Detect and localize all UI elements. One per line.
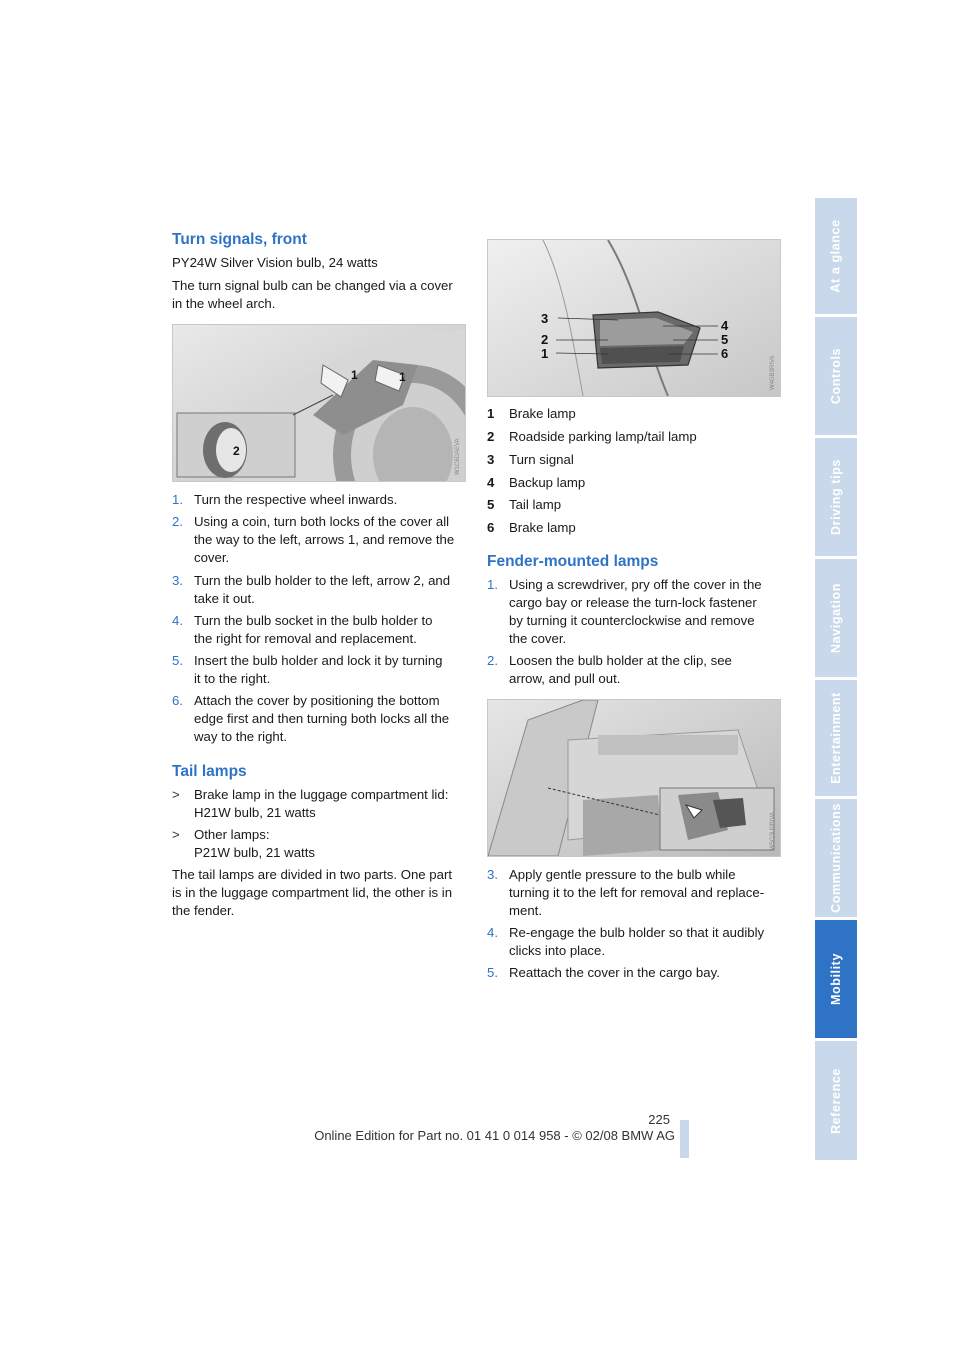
- turn-signals-bulb-spec: PY24W Silver Vision bulb, 24 watts: [172, 255, 378, 270]
- fender-lamps-heading: Fender-mounted lamps: [487, 553, 659, 570]
- figure2-code: W4GB3RIVA: [770, 355, 776, 390]
- step-text-line3: cover.: [194, 550, 230, 565]
- tab-label: Mobility: [829, 952, 843, 1006]
- wheel-arch-figure: [172, 324, 466, 482]
- tail-lamps-heading: Tail lamps: [172, 763, 247, 780]
- step-text-line1: Turn the bulb socket in the bulb holder to: [194, 613, 433, 628]
- tab-at-a-glance[interactable]: [815, 198, 857, 314]
- step-text-line1: Using a coin, turn both locks of the cover all: [194, 514, 450, 529]
- step-text-line1: Reattach the cover in the cargo bay.: [509, 965, 720, 980]
- fender-step-1: [487, 576, 787, 650]
- cargo-bay-illustration: [488, 700, 780, 856]
- figure2-callout-6: 6: [721, 346, 729, 361]
- figure1-callout-1b: 1: [399, 370, 406, 384]
- legend-number: 6: [487, 520, 495, 535]
- step-text-line2: turning it to the left for removal and replace-: [509, 885, 765, 900]
- fender-step-3: [487, 866, 787, 922]
- step-number: 6.: [172, 693, 183, 708]
- legend-number: 4: [487, 475, 495, 490]
- figure1-callout-1a: 1: [351, 368, 358, 382]
- fender-step-5: [487, 964, 787, 984]
- figure2-callout-4: 4: [721, 318, 729, 333]
- step-number: 1.: [172, 492, 183, 507]
- turn-signal-step-3: [172, 572, 472, 610]
- step-number: 2.: [487, 653, 498, 668]
- bullet-text-line2: H21W bulb, 21 watts: [194, 805, 316, 820]
- wheel-arch-illustration: [173, 325, 465, 481]
- legend-item-2: [487, 428, 777, 448]
- step-text-line1: Insert the bulb holder and lock it by turning: [194, 653, 443, 668]
- step-number: 3.: [172, 573, 183, 588]
- tail-lamp-figure: [487, 239, 781, 397]
- step-number: 3.: [487, 867, 498, 882]
- legend-number: 5: [487, 497, 495, 512]
- tab-label: Navigation: [829, 583, 843, 653]
- step-text-line2: it to the right.: [194, 671, 271, 686]
- tail-lamps-bullet-2: [172, 826, 472, 864]
- figure2-callout-5: 5: [721, 332, 729, 347]
- legend-text: Tail lamp: [509, 497, 562, 512]
- step-number: 5.: [487, 965, 498, 980]
- cargo-bay-figure: [487, 699, 781, 857]
- tab-entertainment[interactable]: [815, 680, 857, 796]
- footer-accent-bar: [680, 1120, 689, 1158]
- figure2-callout-2: 2: [541, 332, 549, 347]
- legend-item-4: [487, 474, 777, 494]
- step-text-line1: Apply gentle pressure to the bulb while: [509, 867, 736, 882]
- legend-item-5: [487, 496, 777, 516]
- step-text-line1: Re-engage the bulb holder so that it audibly: [509, 925, 765, 940]
- bullet-marker: >: [172, 827, 180, 842]
- legend-text: Brake lamp: [509, 520, 576, 535]
- legend-number: 3: [487, 452, 495, 467]
- turn-signal-step-4: [172, 612, 472, 650]
- step-text-line2: edge first and then turning both locks all the: [194, 711, 450, 726]
- figure2-callout-1: 1: [541, 346, 549, 361]
- step-text-line2: cargo bay or release the turn-lock fastener: [509, 595, 757, 610]
- legend-text: Backup lamp: [509, 475, 586, 490]
- tab-communications[interactable]: [815, 799, 857, 917]
- tab-label: Controls: [829, 347, 843, 405]
- step-text-line2: arrow, and pull out.: [509, 671, 621, 686]
- figure2-callout-3: 3: [541, 311, 549, 326]
- legend-text: Brake lamp: [509, 406, 576, 421]
- legend-item-1: [487, 405, 777, 425]
- legend-number: 1: [487, 406, 495, 421]
- tab-driving-tips[interactable]: [815, 438, 857, 556]
- bullet-text-line2: P21W bulb, 21 watts: [194, 845, 315, 860]
- bullet-text-line1: Brake lamp in the luggage compartment lid:: [194, 787, 449, 802]
- step-text: Turn the respective wheel inwards.: [194, 492, 398, 507]
- turn-signals-intro-line2: in the wheel arch.: [172, 296, 276, 311]
- step-text-line1: Turn the bulb holder to the left, arrow 2, and: [194, 573, 451, 588]
- step-number: 4.: [172, 613, 183, 628]
- step-text-line2: the right for removal and replacement.: [194, 631, 417, 646]
- tab-label: Communications: [829, 803, 843, 913]
- bullet-marker: >: [172, 787, 180, 802]
- step-text-line1: Using a screwdriver, pry off the cover in the: [509, 577, 762, 592]
- step-text-line4: the cover.: [509, 631, 567, 646]
- tail-lamps-para-line1: The tail lamps are divided in two parts. One part: [172, 867, 453, 882]
- turn-signals-heading: Turn signals, front: [172, 231, 307, 248]
- tab-label: Entertainment: [829, 692, 843, 784]
- fender-step-4: [487, 924, 787, 962]
- tail-lamps-bullet-1: [172, 786, 472, 824]
- legend-item-6: [487, 519, 777, 539]
- tab-label: Reference: [829, 1067, 844, 1134]
- step-number: 2.: [172, 514, 183, 529]
- step-text-line3: by turning it counterclockwise and remove: [509, 613, 755, 628]
- tail-lamp-illustration: [488, 240, 780, 396]
- turn-signals-intro-line1: The turn signal bulb can be changed via a cover: [172, 278, 453, 293]
- tab-controls[interactable]: [815, 317, 857, 435]
- figure1-callout-2: 2: [233, 444, 240, 458]
- turn-signal-step-2: [172, 513, 472, 569]
- page-number: 225: [648, 1112, 670, 1127]
- legend-item-3: [487, 451, 777, 471]
- tail-lamps-para-line3: the fender.: [172, 903, 235, 918]
- step-text-line1: Loosen the bulb holder at the clip, see: [509, 653, 732, 668]
- tab-label: Driving tips: [829, 459, 843, 535]
- step-text-line2: the way to the left, arrows 1, and remove the: [194, 532, 455, 547]
- step-text-line2: clicks into place.: [509, 943, 606, 958]
- legend-text: Turn signal: [509, 452, 574, 467]
- figure3-code: W5G3U0BIVA: [770, 812, 776, 850]
- legend-text: Roadside parking lamp/tail lamp: [509, 429, 697, 444]
- figure1-code: W1C6DAEVA: [455, 438, 461, 475]
- turn-signal-step-5: [172, 652, 472, 690]
- bullet-text-line1: Other lamps:: [194, 827, 270, 842]
- step-text-line2: take it out.: [194, 591, 255, 606]
- legend-number: 2: [487, 429, 495, 444]
- edition-footer: Online Edition for Part no. 01 41 0 014 958 - © 02/08 BMW AG: [314, 1128, 675, 1143]
- tail-lamps-para-line2: is in the luggage compartment lid, the other is in: [172, 885, 453, 900]
- step-number: 1.: [487, 577, 498, 592]
- step-text-line1: Attach the cover by positioning the bottom: [194, 693, 440, 708]
- tab-reference[interactable]: [815, 1041, 857, 1160]
- tab-mobility[interactable]: [815, 920, 857, 1038]
- step-number: 5.: [172, 653, 183, 668]
- fender-step-2: [487, 652, 787, 690]
- step-text-line3: way to the right.: [194, 729, 288, 744]
- tab-navigation[interactable]: [815, 559, 857, 677]
- step-number: 4.: [487, 925, 498, 940]
- chapter-sidebar: [815, 198, 857, 1160]
- step-text-line3: ment.: [509, 903, 542, 918]
- turn-signal-step-6: [172, 692, 472, 748]
- tab-label: At a glance: [829, 219, 844, 293]
